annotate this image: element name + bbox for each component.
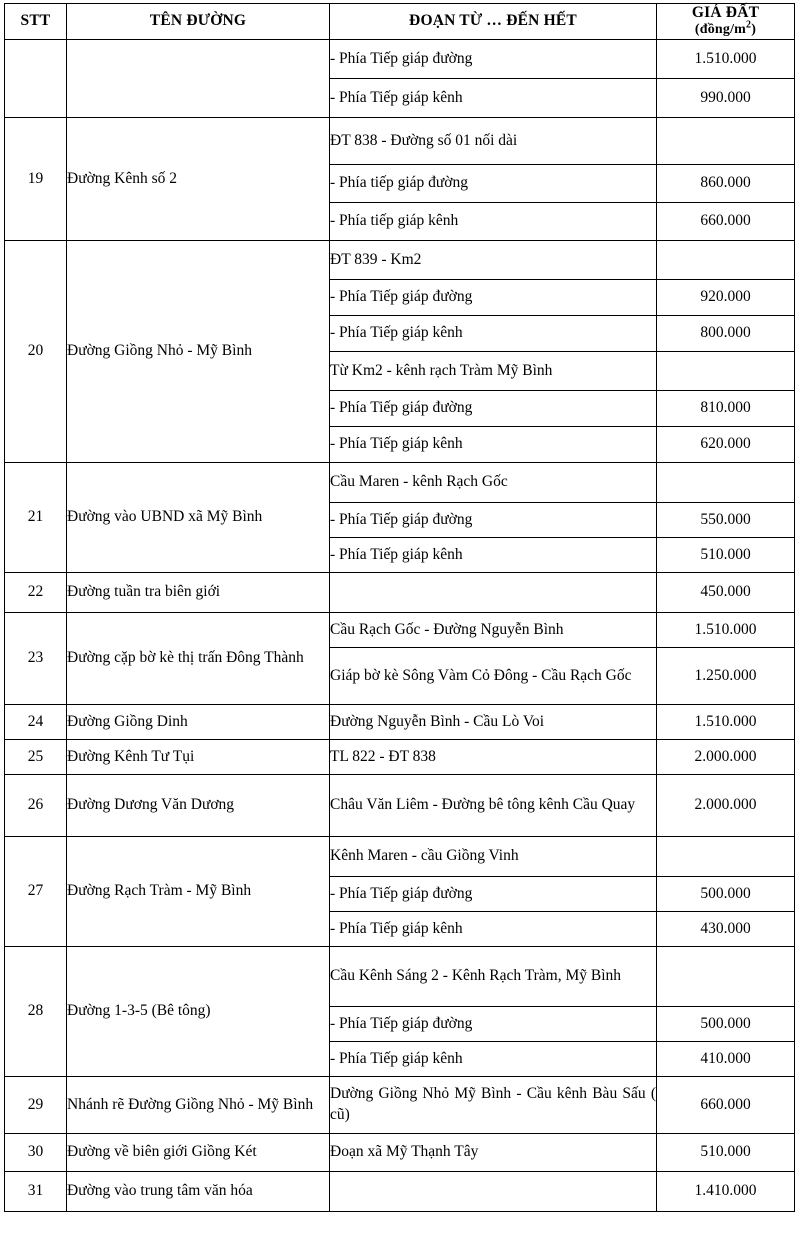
cell-stt: 28 (5, 946, 67, 1076)
cell-price: 500.000 (657, 1006, 795, 1041)
cell-stt: 23 (5, 612, 67, 704)
cell-price: 800.000 (657, 315, 795, 351)
cell-segment: - Phía Tiếp giáp đường (330, 39, 657, 78)
cell-segment: Từ Km2 - kênh rạch Tràm Mỹ Bình (330, 351, 657, 390)
cell-segment: TL 822 - ĐT 838 (330, 739, 657, 774)
cell-segment: Kênh Maren - cầu Giồng Vinh (330, 836, 657, 876)
price-header-unit (657, 19, 794, 39)
table-row (5, 572, 795, 612)
cell-stt: 21 (5, 462, 67, 572)
cell-price: 1.510.000 (657, 39, 795, 78)
cell-price: 920.000 (657, 279, 795, 315)
cell-segment: - Phía Tiếp giáp đường (330, 1006, 657, 1041)
cell-stt: 30 (5, 1133, 67, 1171)
cell-price: 510.000 (657, 537, 795, 572)
cell-stt (5, 39, 67, 117)
table-row (5, 739, 795, 774)
cell-road-name: Đường Kênh số 2 (67, 117, 330, 240)
cell-segment: Giáp bờ kè Sông Vàm Cỏ Đông - Cầu Rạch Gốc (330, 647, 657, 704)
cell-segment: ĐT 839 - Km2 (330, 240, 657, 279)
column-header-stt: STT (5, 4, 67, 40)
table-row (5, 462, 795, 502)
cell-price (657, 117, 795, 164)
cell-road-name: Đường về biên giới Giồng Két (67, 1133, 330, 1171)
cell-price (657, 240, 795, 279)
column-header-name: TÊN ĐƯỜNG (67, 4, 330, 40)
cell-price: 660.000 (657, 1076, 795, 1133)
cell-price: 2.000.000 (657, 739, 795, 774)
cell-segment: Đoạn xã Mỹ Thạnh Tây (330, 1133, 657, 1171)
cell-stt: 19 (5, 117, 67, 240)
cell-price (657, 946, 795, 1006)
cell-price: 430.000 (657, 911, 795, 946)
table-row (5, 704, 795, 739)
cell-stt: 20 (5, 240, 67, 462)
cell-segment: Đường Nguyễn Bình - Cầu Lò Voi (330, 704, 657, 739)
table-row (5, 1133, 795, 1171)
cell-price: 450.000 (657, 572, 795, 612)
price-unit-superscript: 2 (746, 19, 752, 31)
cell-price: 410.000 (657, 1041, 795, 1076)
cell-segment: Châu Văn Liêm - Đường bê tông kênh Cầu Quay (330, 774, 657, 836)
cell-segment: - Phía Tiếp giáp kênh (330, 1041, 657, 1076)
table-row (5, 117, 795, 164)
column-header-price (657, 4, 795, 40)
cell-price: 1.510.000 (657, 612, 795, 647)
cell-segment: Cầu Maren - kênh Rạch Gốc (330, 462, 657, 502)
cell-price: 1.410.000 (657, 1171, 795, 1211)
cell-segment (330, 1171, 657, 1211)
cell-segment: - Phía Tiếp giáp đường (330, 390, 657, 426)
cell-price: 860.000 (657, 164, 795, 202)
cell-road-name: Nhánh rẽ Đường Giồng Nhỏ - Mỹ Bình (67, 1076, 330, 1133)
cell-price: 510.000 (657, 1133, 795, 1171)
cell-price: 1.250.000 (657, 647, 795, 704)
cell-price: 500.000 (657, 876, 795, 911)
cell-segment: ĐT 838 - Đường số 01 nối dài (330, 117, 657, 164)
cell-price: 2.000.000 (657, 774, 795, 836)
table-row (5, 39, 795, 78)
cell-road-name (67, 39, 330, 117)
cell-road-name: Đường Giồng Nhỏ - Mỹ Bình (67, 240, 330, 462)
cell-stt: 24 (5, 704, 67, 739)
header-row (5, 4, 795, 40)
cell-road-name: Đường 1-3-5 (Bê tông) (67, 946, 330, 1076)
cell-segment: - Phía Tiếp giáp kênh (330, 537, 657, 572)
cell-segment: - Phía Tiếp giáp kênh (330, 315, 657, 351)
cell-price: 620.000 (657, 426, 795, 462)
cell-stt: 31 (5, 1171, 67, 1211)
table-row (5, 774, 795, 836)
cell-road-name: Đường tuần tra biên giới (67, 572, 330, 612)
table-row (5, 1076, 795, 1133)
cell-price: 990.000 (657, 78, 795, 117)
cell-stt: 27 (5, 836, 67, 946)
cell-road-name: Đường vào trung tâm văn hóa (67, 1171, 330, 1211)
cell-road-name: Đường Giồng Dinh (67, 704, 330, 739)
price-unit-suffix: ) (751, 22, 757, 38)
cell-road-name: Đường Dương Văn Dương (67, 774, 330, 836)
table-row (5, 946, 795, 1006)
cell-segment (330, 572, 657, 612)
cell-price (657, 351, 795, 390)
table-body (5, 39, 795, 1211)
cell-stt: 26 (5, 774, 67, 836)
cell-price (657, 462, 795, 502)
cell-segment: - Phía tiếp giáp đường (330, 164, 657, 202)
cell-price: 660.000 (657, 202, 795, 240)
cell-segment: - Phía Tiếp giáp kênh (330, 911, 657, 946)
cell-segment: - Phía Tiếp giáp đường (330, 279, 657, 315)
table-row (5, 240, 795, 279)
table-row (5, 836, 795, 876)
cell-segment: - Phía Tiếp giáp đường (330, 876, 657, 911)
cell-segment: - Phía Tiếp giáp kênh (330, 426, 657, 462)
cell-segment: Dường Giồng Nhỏ Mỹ Bình - Cầu kênh Bàu Sấu ( cũ) (330, 1076, 657, 1133)
cell-segment: Cầu Kênh Sáng 2 - Kênh Rạch Tràm, Mỹ Bình (330, 946, 657, 1006)
cell-stt: 22 (5, 572, 67, 612)
table-header (5, 4, 795, 40)
price-unit-prefix: (đồng/m (694, 22, 747, 38)
cell-stt: 25 (5, 739, 67, 774)
cell-segment: - Phía Tiếp giáp kênh (330, 78, 657, 117)
cell-road-name: Đường Rạch Tràm - Mỹ Bình (67, 836, 330, 946)
cell-road-name: Đường vào UBND xã Mỹ Bình (67, 462, 330, 572)
cell-segment: - Phía tiếp giáp kênh (330, 202, 657, 240)
cell-price: 550.000 (657, 502, 795, 537)
cell-segment: Cầu Rạch Gốc - Đường Nguyễn Bình (330, 612, 657, 647)
cell-segment: - Phía Tiếp giáp đường (330, 502, 657, 537)
cell-price: 810.000 (657, 390, 795, 426)
land-price-table (4, 3, 795, 1212)
column-header-segment: ĐOẠN TỪ … ĐẾN HẾT (330, 4, 657, 40)
table-row (5, 612, 795, 647)
price-header-title: GIÁ ĐẤT (691, 4, 760, 21)
table-row (5, 1171, 795, 1211)
cell-price (657, 836, 795, 876)
cell-price: 1.510.000 (657, 704, 795, 739)
cell-road-name: Đường Kênh Tư Tụi (67, 739, 330, 774)
cell-road-name: Đường cặp bờ kè thị trấn Đông Thành (67, 612, 330, 704)
cell-stt: 29 (5, 1076, 67, 1133)
